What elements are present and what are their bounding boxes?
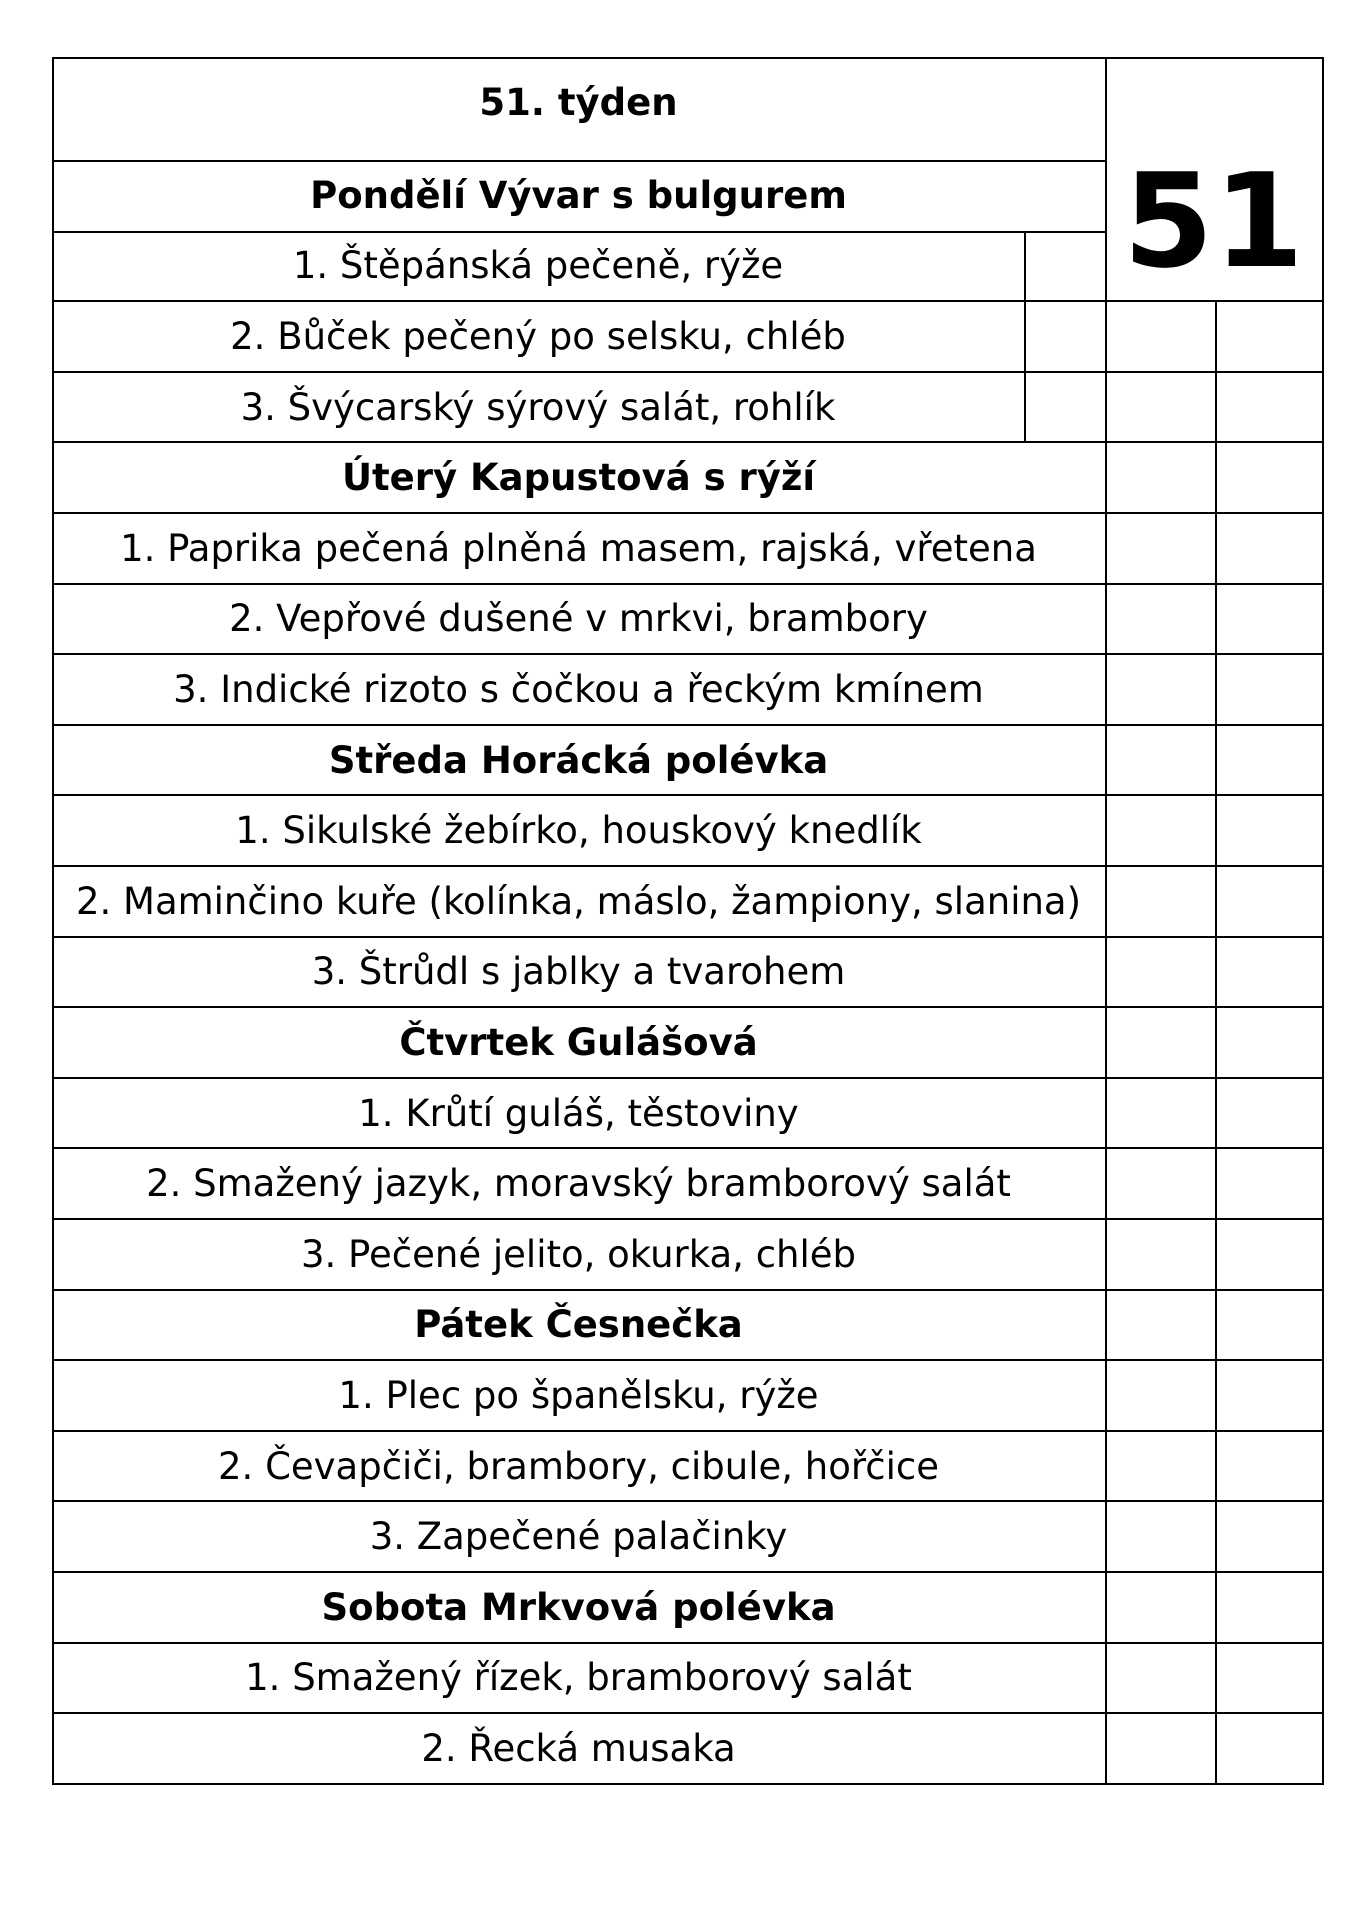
grid-line [52, 1783, 1324, 1785]
grid-line [52, 1359, 1322, 1361]
day-heading: Pátek Česnečka [414, 1303, 743, 1347]
grid-line [52, 1642, 1322, 1644]
meal-item: 3. Pečené jelito, okurka, chléb [300, 1232, 857, 1276]
grid-line [52, 1218, 1322, 1220]
grid-line [52, 512, 1322, 514]
grid-line [52, 653, 1322, 655]
grid-line [52, 300, 1322, 302]
grid-line [52, 724, 1322, 726]
meal-item: 1. Smažený řízek, bramborový salát [245, 1656, 912, 1700]
grid-line [52, 441, 1322, 443]
week-title: 51. týden [479, 81, 678, 124]
meal-item: 1. Štěpánská pečeně, rýže [292, 244, 784, 288]
grid-line [52, 371, 1322, 373]
meal-item: 1. Sikulské žebírko, houskový knedlík [235, 809, 922, 853]
grid-line [52, 936, 1322, 938]
grid-line [1322, 57, 1324, 1785]
meal-item: 1. Krůtí guláš, těstoviny [358, 1091, 799, 1135]
day-heading: Čtvrtek Gulášová [399, 1020, 758, 1064]
grid-line [52, 1077, 1322, 1079]
meal-item: 3. Indické rizoto s čočkou a řeckým kmínem [173, 667, 984, 711]
meal-item: 3. Štrůdl s jablky a tvarohem [311, 950, 846, 994]
grid-line [52, 1147, 1322, 1149]
grid-line [52, 1571, 1322, 1573]
day-heading: Sobota Mrkvová polévka [321, 1585, 836, 1629]
grid-line [52, 583, 1322, 585]
grid-line [52, 1712, 1322, 1714]
grid-line [52, 57, 1322, 59]
grid-line [52, 160, 1105, 162]
grid-line [52, 231, 1105, 233]
grid-line [52, 1006, 1322, 1008]
meal-item: 2. Bůček pečený po selsku, chléb [230, 314, 846, 358]
grid-line [1105, 57, 1107, 1784]
day-heading: Pondělí Vývar s bulgurem [310, 173, 847, 217]
grid-line [52, 57, 54, 1784]
meal-item: 2. Smažený jazyk, moravský bramborový salát [146, 1162, 1011, 1206]
meal-item: 1. Plec po španělsku, rýže [338, 1373, 819, 1417]
grid-line [52, 1430, 1322, 1432]
meal-item: 2. Maminčino kuře (kolínka, máslo, žampiony, slanina) [75, 879, 1082, 923]
meal-item: 3. Zapečené palačinky [369, 1515, 788, 1559]
grid-line [52, 1289, 1322, 1291]
meal-item: 1. Paprika pečená plněná masem, rajská, vřetena [120, 526, 1037, 570]
meal-item: 2. Řecká musaka [421, 1726, 736, 1770]
day-heading: Středa Horácká polévka [328, 738, 829, 782]
grid-line [52, 1500, 1322, 1502]
grid-line [52, 865, 1322, 867]
grid-line [1024, 231, 1026, 443]
meal-item: 2. Čevapčiči, brambory, cibule, hořčice [218, 1444, 939, 1488]
grid-line [1215, 301, 1217, 1784]
grid-line [52, 794, 1322, 796]
meal-item: 3. Švýcarský sýrový salát, rohlík [240, 385, 836, 429]
meal-item: 2. Vepřové dušené v mrkvi, brambory [229, 597, 928, 641]
day-heading: Úterý Kapustová s rýží [341, 456, 816, 500]
week-number: 51 [1123, 145, 1304, 297]
